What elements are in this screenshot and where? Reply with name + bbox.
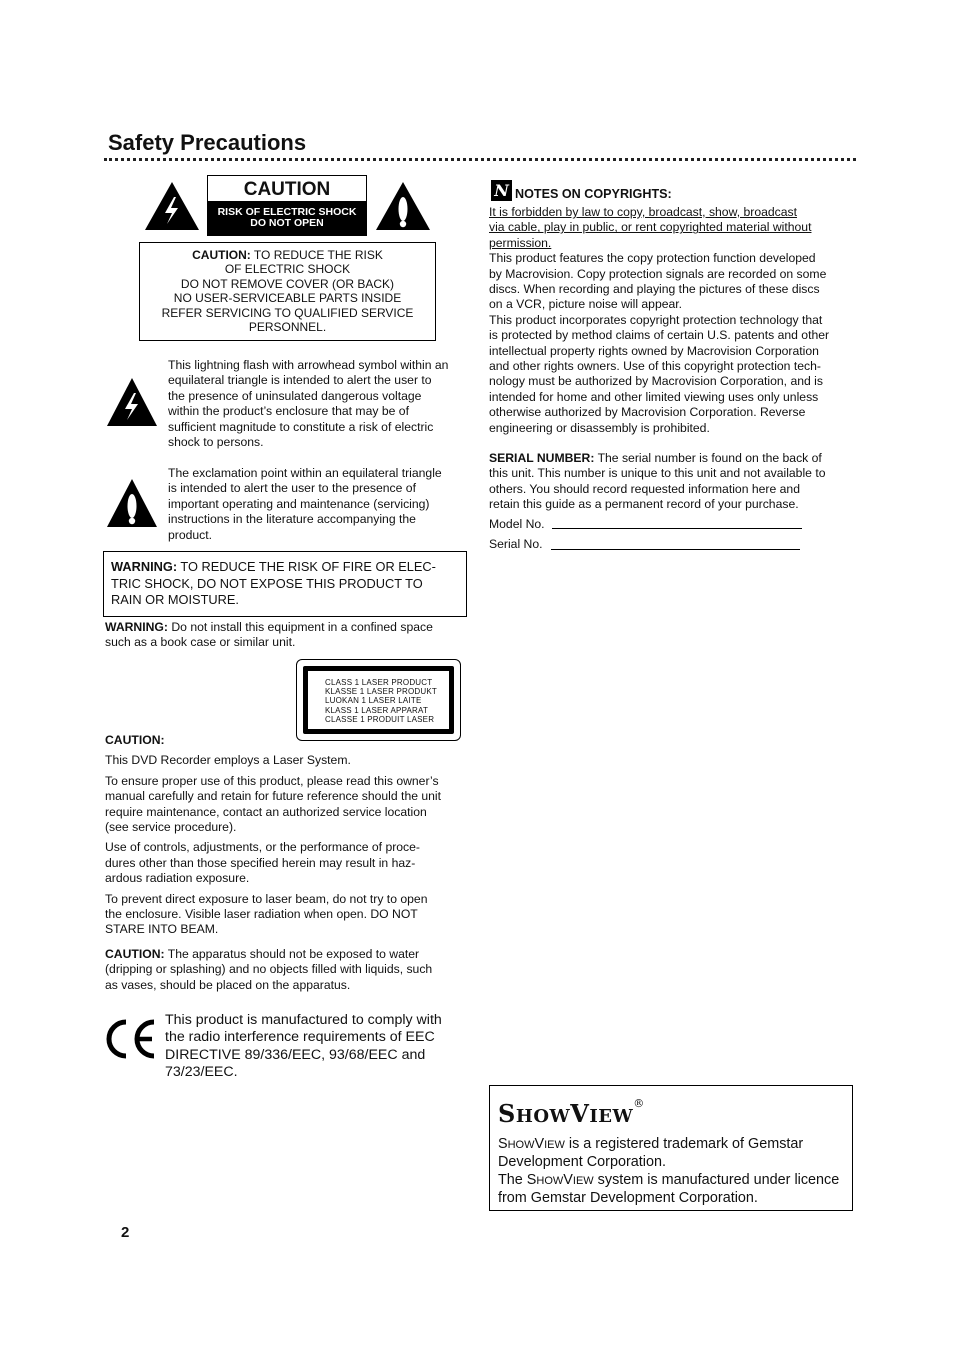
serial-line3: others. You should record requested information here and xyxy=(489,481,800,496)
shock-notice-line3: DO NOT REMOVE COVER (OR BACK) xyxy=(180,276,395,291)
text-line: ardous radiation exposure. xyxy=(105,871,250,886)
lightning-triangle-icon xyxy=(143,180,201,232)
text-line: To prevent direct exposure to laser beam, do not try to open xyxy=(105,891,428,906)
page-number: 2 xyxy=(121,1224,130,1241)
text-line: is protected by method claims of certain U.S. patents and other xyxy=(489,328,830,343)
caution-section-heading: CAUTION: xyxy=(105,733,165,747)
text-line: the radio interference requirements of EEC xyxy=(165,1029,435,1046)
text-line: within the product’s enclosure that may be of xyxy=(168,404,409,419)
laser-label-line: KLASSE 1 LASER PRODUKT xyxy=(325,687,437,697)
text-line: intended for home and other limited viewing uses only unless xyxy=(489,389,819,404)
logo-letters: HOW xyxy=(515,1106,571,1127)
text-line: intellectual property rights owned by Macrovision Corporation xyxy=(489,343,819,358)
text-line: DIRECTIVE 89/336/EEC, 93/68/EEC and xyxy=(165,1046,426,1063)
text-line: product. xyxy=(168,527,213,542)
text-line: otherwise authorized by Macrovision Corporation. Reverse xyxy=(489,405,806,420)
text-line: 73/23/EEC. xyxy=(165,1063,238,1080)
warning-lead: WARNING: xyxy=(111,559,178,574)
caution-heading: CAUTION xyxy=(243,179,331,200)
text-line: manual carefully and retain for future reference should the unit xyxy=(105,789,442,804)
caution-label xyxy=(207,175,367,236)
logo-letters: IEW xyxy=(589,1106,634,1127)
laser-label-line: KLASS 1 LASER APPARAT xyxy=(325,705,429,715)
exclamation-triangle-icon xyxy=(374,180,432,232)
exclamation-triangle-icon xyxy=(105,477,159,529)
text-fragment: HOW xyxy=(536,1174,564,1187)
model-no-field[interactable] xyxy=(552,528,802,529)
caution-p5-lead: CAUTION: xyxy=(105,946,165,961)
laser-label-inner xyxy=(303,666,454,734)
text-line: shock to persons. xyxy=(168,435,264,450)
text-line: the presence of uninsulated dangerous voltage xyxy=(168,388,422,403)
warning-line1: TO REDUCE THE RISK OF FIRE OR ELEC- xyxy=(177,559,436,574)
caution-p3 xyxy=(105,840,470,886)
laser-product-label xyxy=(296,659,461,741)
page-title: Safety Precautions xyxy=(108,130,307,155)
ce-notice xyxy=(165,1012,465,1081)
caution-band-line2: DO NOT OPEN xyxy=(250,217,324,229)
text-line: from Gemstar Development Corporation. xyxy=(498,1189,758,1206)
model-no-label: Model No. xyxy=(489,517,545,531)
text-line: It is forbidden by law to copy, broadcast, show, broadcast xyxy=(489,205,798,219)
text-line: Development Corporation. xyxy=(498,1154,666,1171)
note-icon xyxy=(491,180,512,201)
text-line: STARE INTO BEAM. xyxy=(105,922,219,937)
copyright-text xyxy=(489,205,859,436)
serial-line2: this unit. This number is unique to this unit and not available to xyxy=(489,466,826,481)
warning-box xyxy=(103,551,467,617)
caution-p5-line2: (dripping or splashing) and no objects filled with liquids, such xyxy=(105,962,433,977)
shock-notice-line2: OF ELECTRIC SHOCK xyxy=(224,262,351,277)
shock-notice-line4: NO USER-SERVICEABLE PARTS INSIDE xyxy=(173,291,402,306)
text-fragment: IEW xyxy=(544,1139,565,1151)
text-line: is intended to alert the user to the presence of xyxy=(168,481,416,496)
text-line: the enclosure. Visible laser radiation when open. DO NOT xyxy=(105,907,418,922)
logo-letter: V xyxy=(570,1099,590,1128)
text-line: This product features the copy protection function developed xyxy=(489,251,816,266)
warning-install-lead: WARNING: xyxy=(105,620,168,634)
laser-label-line: CLASSE 1 PRODUIT LASER xyxy=(325,714,435,724)
laser-label-line: CLASS 1 LASER PRODUCT xyxy=(325,678,433,687)
caution-p2 xyxy=(105,774,470,836)
text-fragment: IEW xyxy=(572,1174,594,1187)
text-fragment: S xyxy=(498,1136,508,1152)
text-fragment: S xyxy=(526,1171,537,1188)
caution-p4 xyxy=(105,892,470,938)
registered-mark: ® xyxy=(633,1097,645,1110)
text-line: instructions in the literature accompanying the xyxy=(168,512,416,527)
shock-notice-line6: PERSONNEL. xyxy=(248,320,327,335)
text-fragment: is a registered trademark of Gemstar xyxy=(564,1136,804,1152)
showview-box xyxy=(489,1085,853,1211)
copyright-heading: NOTES ON COPYRIGHTS: xyxy=(515,187,672,201)
text-line: (see service procedure). xyxy=(105,820,237,835)
warning-install-line1: Do not install this equipment in a confined space xyxy=(167,620,433,634)
caution-section xyxy=(105,733,470,993)
text-line: This lightning flash with arrowhead symbol within an xyxy=(168,358,449,372)
text-fragment: system is manufactured under licence xyxy=(593,1171,840,1188)
shock-notice-box xyxy=(139,242,436,341)
title-rule xyxy=(104,158,856,161)
serial-number-section xyxy=(489,451,859,513)
text-line: nology must be authorized by Macrovision Corporation, and is xyxy=(489,374,823,389)
exclamation-explanation xyxy=(168,466,468,543)
caution-p1: This DVD Recorder employs a Laser System. xyxy=(105,753,351,768)
text-fragment: HOW xyxy=(507,1139,535,1151)
text-line: important operating and maintenance (servicing) xyxy=(168,496,430,511)
caution-p5-line3: as vases, should be placed on the apparatus. xyxy=(105,977,351,992)
text-line: sufficient magnitude to constitute a risk of electric xyxy=(168,419,434,434)
text-line: equilateral triangle is intended to alert the user to xyxy=(168,373,432,388)
shock-notice-lead: CAUTION: xyxy=(192,248,251,262)
caution-p5 xyxy=(105,947,470,993)
text-line: This product incorporates copyright protection technology that xyxy=(489,312,823,327)
serial-no-field[interactable] xyxy=(551,549,800,550)
text-line: by Macrovision. Copy protection signals are recorded on some xyxy=(489,266,827,281)
lightning-triangle-icon xyxy=(105,376,159,428)
text-line: The exclamation point within an equilateral triangle xyxy=(168,466,442,480)
text-line: on a VCR, picture noise will appear. xyxy=(489,297,683,312)
showview-logo xyxy=(498,1099,844,1128)
text-line: permission. xyxy=(489,235,552,250)
text-fragment: The xyxy=(498,1171,527,1188)
warning-line3: RAIN OR MOISTURE. xyxy=(111,592,239,607)
text-line: require maintenance, contact an authorized service location xyxy=(105,804,427,819)
text-line: dures other than those specified herein may result in haz- xyxy=(105,855,416,870)
text-fragment: V xyxy=(534,1136,545,1152)
text-line: via cable, play in public, or rent copyrighted material without xyxy=(489,220,812,235)
text-line: engineering or disassembly is prohibited. xyxy=(489,420,710,435)
caution-p5-line1: The apparatus should not be exposed to water xyxy=(164,946,420,961)
text-line: This product is manufactured to comply with xyxy=(165,1012,442,1028)
warning-line2: TRIC SHOCK, DO NOT EXPOSE THIS PRODUCT TO xyxy=(111,575,423,591)
text-line: and other rights owners. Use of this copyright protection tech- xyxy=(489,359,821,374)
svg-text:N: N xyxy=(494,181,509,200)
text-line: To ensure proper use of this product, please read this owner’s xyxy=(105,773,439,788)
lightning-explanation xyxy=(168,358,468,450)
serial-line1: The serial number is found on the back of xyxy=(594,451,822,465)
showview-text xyxy=(498,1136,844,1207)
serial-line4: retain this guide as a permanent record of your purchase. xyxy=(489,497,799,512)
caution-band xyxy=(208,201,366,235)
warning-install xyxy=(105,620,470,651)
text-line: Use of controls, adjustments, or the performance of proce- xyxy=(105,840,420,855)
shock-notice-line1: TO REDUCE THE RISK xyxy=(250,248,383,262)
serial-lead: SERIAL NUMBER: xyxy=(489,451,595,465)
caution-band-line1: RISK OF ELECTRIC SHOCK xyxy=(217,206,357,218)
ce-mark-icon xyxy=(104,1018,158,1060)
laser-label-line: LUOKAN 1 LASER LAITE xyxy=(325,696,422,706)
serial-no-label: Serial No. xyxy=(489,537,543,551)
text-line: discs. When recording and playing the pictures of these discs xyxy=(489,282,820,297)
logo-letter: S xyxy=(498,1099,516,1128)
warning-install-line2: such as a book case or similar unit. xyxy=(105,635,296,650)
shock-notice-line5: REFER SERVICING TO QUALIFIED SERVICE xyxy=(161,305,414,320)
text-fragment: V xyxy=(563,1171,573,1188)
